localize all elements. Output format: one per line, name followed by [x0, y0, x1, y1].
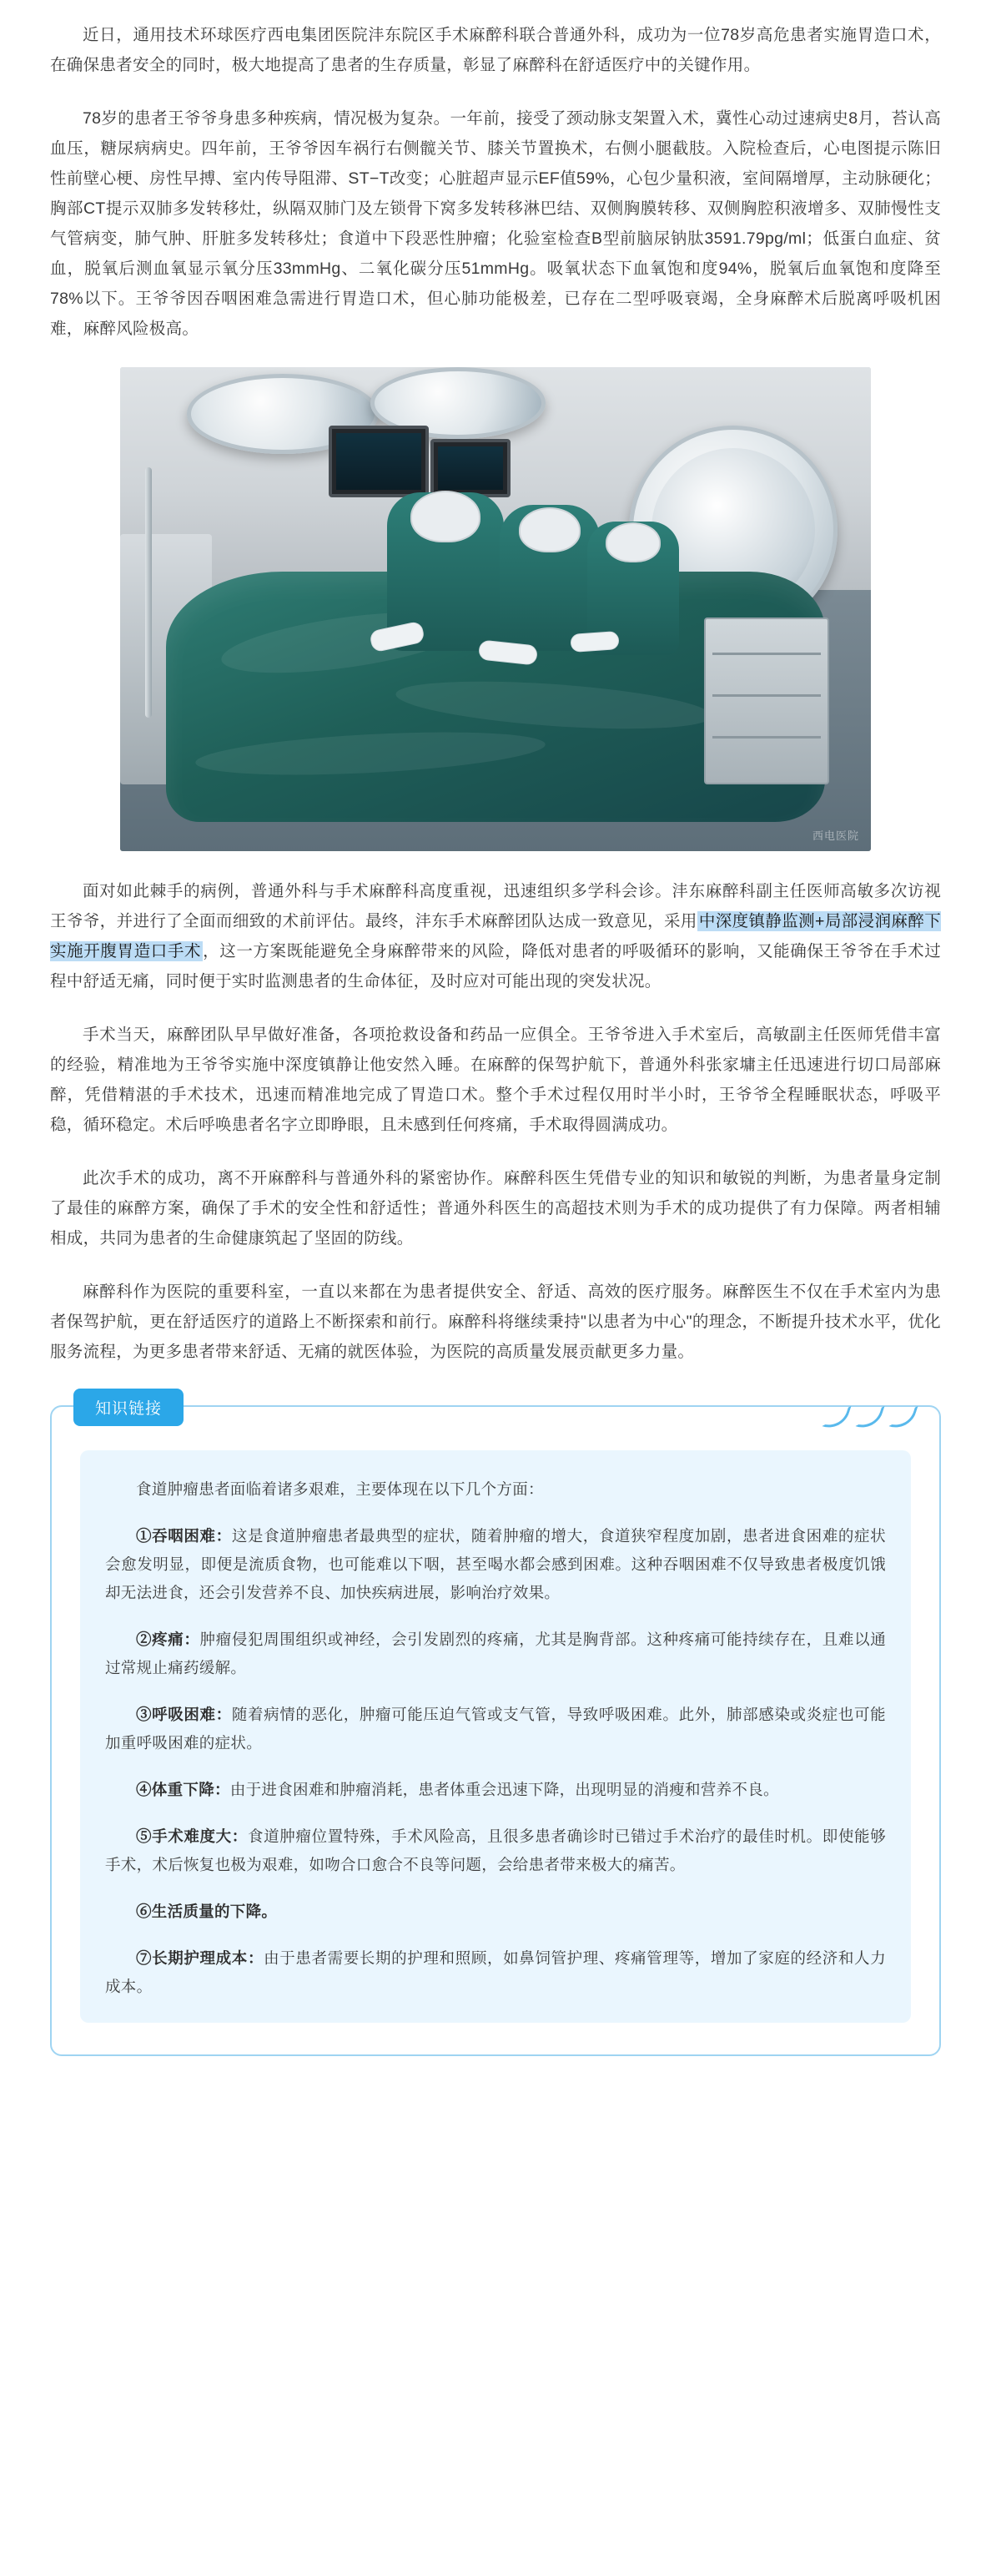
- knowledge-item-title: ①吞咽困难：: [136, 1527, 232, 1545]
- swirl-icon: [822, 1399, 851, 1433]
- swirl-icon: [888, 1399, 918, 1433]
- decorative-swirls: [826, 1402, 914, 1430]
- plan-text-pre: 面对如此棘手的病例，普通外科与手术麻醉科高度重视，迅速组织多学科会诊。沣东麻醉科副主任医师高敏多次访视王爷爷，并进行了全面而细致的术前评估。最终，沣东手术麻醉团队达成一致意见，采用: [50, 882, 941, 930]
- plan-text-post: ，这一方案既能避免全身麻醉带来的风险，降低对患者的呼吸循环的影响，又能确保王爷爷在手术过程中舒适无痛，同时便于实时监测患者的生命体征，及时应对可能出现的突发状况。: [50, 942, 942, 991]
- knowledge-item: [105, 1776, 886, 1804]
- knowledge-link-title: 知识链接: [73, 1389, 184, 1426]
- knowledge-item: [105, 1944, 886, 2001]
- knowledge-item-text: 这是食道肿瘤患者最典型的症状，随着肿瘤的增大，食道狭窄程度加剧，患者进食困难的症状会愈发明显，即便是流质食物，也可能难以下咽，甚至喝水都会感到困难。这种吞咽困难不仅导致患者极度饥饿却无法进食，还会引发营养不良、加快疾病进展，影响治疗效果。: [105, 1527, 886, 1601]
- paragraph-mdt-plan: [50, 876, 941, 996]
- vital-monitor-icon: [329, 426, 429, 497]
- knowledge-link-box: [50, 1400, 941, 2056]
- knowledge-item-text: 食道肿瘤位置特殊，手术风险高，且很多患者确诊时已错过手术治疗的最佳时机。即使能够手术，术后恢复也极为艰难，如吻合口愈合不良等问题，会给患者带来极大的痛苦。: [105, 1827, 886, 1873]
- surgical-cap-icon: [410, 491, 480, 542]
- knowledge-item-title: ②疼痛：: [136, 1631, 200, 1648]
- knowledge-item: [105, 1898, 886, 1926]
- highlighted-technique: 中深度镇静监测+局部浸润麻醉下实施开腹胃造口手术: [50, 912, 941, 960]
- knowledge-item-title: ⑥生活质量的下降。: [136, 1903, 278, 1920]
- vital-monitor-icon: [430, 439, 511, 497]
- surgery-photo: [120, 367, 871, 851]
- paragraph-surgery-day: 手术当天，麻醉团队早早做好准备，各项抢救设备和药品一应俱全。王爷爷进入手术室后，高敏副主任医师凭借丰富的经验，精准地为王爷爷实施中深度镇静让他安然入睡。在麻醉的保驾护航下，普通外科张家墉主任迅速进行切口局部麻醉，凭借精湛的手术技术，迅速而精准地完成了胃造口术。整个手术过程仅用时半小时，王爷爷全程睡眠状态，呼吸平稳，循环稳定。术后呼唤患者名字立即睁眼，且未感到任何疼痛，手术取得圆满成功。: [50, 1026, 941, 1134]
- knowledge-item-text: 由于患者需要长期的护理和照顾，如鼻饲管护理、疼痛管理等，增加了家庭的经济和人力成本。: [105, 1949, 886, 1995]
- cart-shelf: [712, 736, 821, 739]
- knowledge-item-text: 随着病情的恶化，肿瘤可能压迫气管或支气管，导致呼吸困难。此外，肺部感染或炎症也可能加重呼吸困难的症状。: [105, 1706, 886, 1752]
- paragraph-intro: 近日，通用技术环球医疗西电集团医院沣东院区手术麻醉科联合普通外科，成功为一位78岁高危患者实施胃造口术，在确保患者安全的同时，极大地提高了患者的生存质量，彰显了麻醉科在舒适医疗中的关键作用。: [50, 26, 941, 74]
- knowledge-item-text: 由于进食困难和肿瘤消耗，患者体重会迅速下降，出现明显的消瘦和营养不良。: [229, 1781, 779, 1798]
- photo-watermark: 西电医院: [812, 829, 859, 842]
- knowledge-item-text: 肿瘤侵犯周围组织或神经，会引发剧烈的疼痛，尤其是胸背部。这种疼痛可能持续存在，且难以通过常规止痛药缓解。: [105, 1631, 887, 1676]
- knowledge-item-title: ③呼吸困难：: [136, 1706, 232, 1723]
- knowledge-item: [105, 1701, 886, 1757]
- knowledge-intro: 食道肿瘤患者面临着诸多艰难，主要体现在以下几个方面：: [136, 1480, 544, 1498]
- instrument-cart: [704, 618, 829, 784]
- surgical-cap-icon: [606, 522, 661, 562]
- cart-shelf: [712, 653, 821, 655]
- paragraph-case-history: 78岁的患者王爷爷身患多种疾病，情况极为复杂。一年前，接受了颈动脉支架置入术，冀性心动过速病史8月，苔认高血压，糖尿病病史。四年前，王爷爷因车祸行右侧髋关节、膝关节置换术，右侧小腿截肢。入院检查后，心电图提示陈旧性前壁心梗、房性早搏、室内传导阻滞、ST−T改变；心脏超声显示EF值59%，心包少量积液，室间隔增厚，主动脉硬化；胸部CT提示双肺多发转移灶，纵隔双肺门及左锁骨下窝多发转移淋巴结、双侧胸膜转移、双侧胸腔积液增多、双肺慢性支气管病变，肺气肿、肝脏多发转移灶；食道中下段恶性肿瘤；化验室检查B型前脑尿钠肽3591.79pg/ml；低蛋白血症、贫血，脱氧后测血氧显示氧分压33mmHg、二氧化碳分压51mmHg。吸氧状态下血氧饱和度94%，脱氧后血氧饱和度降至78%以下。王爷爷因吞咽困难急需进行胃造口术，但心肺功能极差，已存在二型呼吸衰竭，全身麻醉术后脱离呼吸机困难，麻醉风险极高。: [50, 109, 941, 338]
- paragraph-collaboration: 此次手术的成功，离不开麻醉科与普通外科的紧密协作。麻醉科医生凭借专业的知识和敏锐的判断，为患者量身定制了最佳的麻醉方案，确保了手术的安全性和舒适性；普通外科医生的高超技术则为手术的成功提供了有力保障。两者相辅相成，共同为患者的生命健康筑起了坚固的防线。: [50, 1169, 941, 1248]
- knowledge-item-title: ⑦长期护理成本：: [136, 1949, 264, 1967]
- swirl-icon: [855, 1399, 884, 1433]
- surgical-cap-icon: [519, 507, 581, 552]
- iv-pole-icon: [145, 467, 152, 718]
- glove-icon: [570, 631, 619, 653]
- paragraph-department-mission: 麻醉科作为医院的重要科室，一直以来都在为患者提供安全、舒适、高效的医疗服务。麻醉医生不仅在手术室内为患者保驾护航，更在舒适医疗的道路上不断探索和前行。麻醉科将继续秉持"以患者为中心"的理念，不断提升技术水平，优化服务流程，为更多患者带来舒适、无痛的就医体验，为医院的高质量发展贡献更多力量。: [50, 1283, 941, 1361]
- surgery-photo-wrapper: [50, 367, 941, 851]
- knowledge-content: [80, 1450, 911, 2023]
- knowledge-item-title: ⑤手术难度大：: [136, 1827, 248, 1845]
- cart-shelf: [712, 694, 821, 697]
- knowledge-item: [105, 1522, 886, 1607]
- knowledge-item: [105, 1626, 886, 1682]
- knowledge-item-title: ④体重下降：: [136, 1781, 230, 1798]
- knowledge-item: [105, 1822, 886, 1879]
